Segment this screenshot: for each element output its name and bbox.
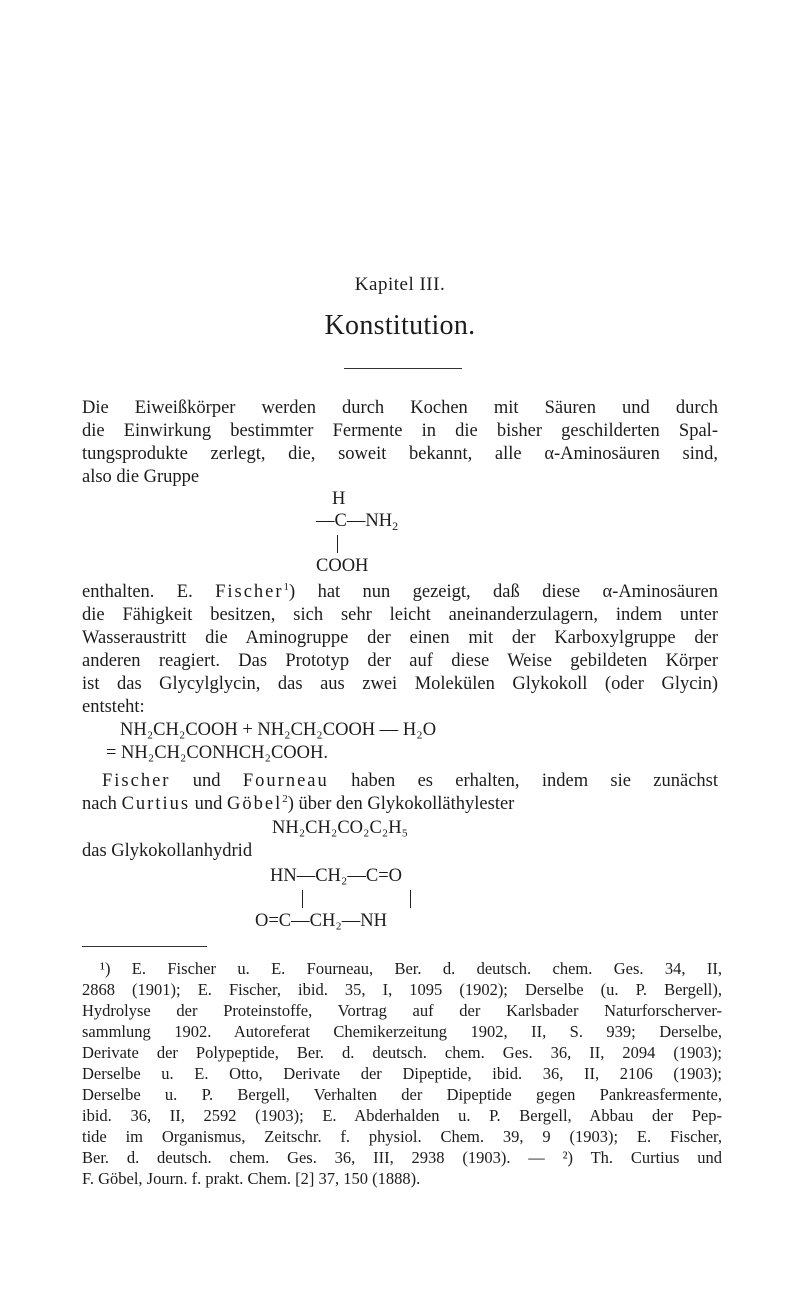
paragraph-2-line-4: anderen reagiert. Das Prototyp der auf diese Weise gebildeten Körper — [82, 651, 718, 671]
formula-group-cooh: COOH — [316, 556, 369, 576]
footnote-line-8: ibid. 36, II, 2592 (1903); E. Abderhalden u. P. Bergell, Abbau der Pep- — [82, 1106, 722, 1125]
paragraph-2-line-1: enthalten. E. Fischer$^1$) hat nun gezeigt, daß diese α-Aminosäuren — [82, 581, 718, 602]
footnote-line-10: Ber. d. deutsch. chem. Ges. 36, III, 2938 (1903). — ²) Th. Curtius und — [82, 1148, 722, 1167]
footnote-line-3: Hydrolyse der Proteinstoffe, Vortrag auf der Karlsbader Naturforscherver- — [82, 1001, 722, 1020]
anhydrid-label: das Glykokollanhydrid — [82, 841, 253, 861]
paragraph-2-line-2: die Fähigkeit besitzen, sich sehr leicht aneinanderzulagern, indem unter — [82, 605, 718, 625]
equation-line-1: NH₂CH₂COOH + NH₂CH₂COOH — H₂O — [120, 720, 437, 740]
paragraph-2-line-3: Wasseraustritt die Aminogruppe der einen mit der Karboxylgruppe der — [82, 628, 718, 648]
page-title: Konstitution. — [324, 310, 476, 341]
footnote-line-11: F. Göbel, Journ. f. prakt. Chem. [2] 37, 150 (1888). — [82, 1169, 421, 1188]
paragraph-3-line-2: nach Curtius und Göbel$^2$) über den Glykokolläthylester — [82, 793, 515, 814]
formula-group-c-nh2: $—C—NH_2$ — [316, 511, 399, 533]
footnote-line-4: sammlung 1902. Autoreferat Chemikerzeitung 1902, II, S. 939; Derselbe, — [82, 1022, 722, 1041]
footnote-divider — [82, 946, 207, 947]
paragraph-1-line-1: Die Eiweißkörper werden durch Kochen mit Säuren und durch — [82, 398, 718, 418]
footnote-line-7: Derselbe u. P. Bergell, Verhalten der Dipeptide gegen Pankreasfermente, — [82, 1085, 722, 1104]
title-divider — [344, 368, 462, 369]
footnote-line-2: 2868 (1901); E. Fischer, ibid. 35, I, 1095 (1902); Derselbe (u. P. Bergell), — [82, 980, 722, 999]
formula-group-h: H — [332, 489, 346, 509]
paragraph-2-line-6: entsteht: — [82, 697, 145, 717]
paragraph-2-line-5: ist das Glycylglycin, das aus zwei Molekülen Glykokoll (oder Glycin) — [82, 674, 718, 694]
ring-formula-bottom: O=C—CH₂—NH — [255, 911, 388, 931]
paragraph-1-line-3: tungsprodukte zerlegt, die, soweit bekannt, alle α-Aminosäuren sind, — [82, 444, 718, 464]
formula-bond-line — [337, 535, 338, 553]
paragraph-1-line-4: also die Gruppe — [82, 467, 200, 487]
footnote-line-6: Derselbe u. E. Otto, Derivate der Dipeptide, ibid. 36, II, 2106 (1903); — [82, 1064, 722, 1083]
footnote-line-5: Derivate der Polypeptide, Ber. d. deutsch. chem. Ges. 36, II, 2094 (1903); — [82, 1043, 722, 1062]
footnote-line-1: ¹) E. Fischer u. E. Fourneau, Ber. d. deutsch. chem. Ges. 34, II, — [100, 959, 722, 978]
equation-line-2: = NH₂CH₂CONHCH₂COOH. — [106, 743, 328, 763]
paragraph-3-line-1: Fischer und Fourneau haben es erhalten, indem sie zunächst — [102, 771, 719, 791]
chapter-label: Kapitel III. — [354, 274, 446, 295]
ring-bond-right — [410, 890, 411, 908]
ring-bond-left — [302, 890, 303, 908]
ring-formula-top: HN—CH₂—C=O — [270, 866, 403, 886]
footnote-line-9: tide im Organismus, Zeitschr. f. physiol. Chem. 39, 9 (1903); E. Fischer, — [82, 1127, 722, 1146]
ester-formula: NH₂CH₂CO₂C₂H₅ — [272, 818, 409, 838]
paragraph-1-line-2: die Einwirkung bestimmter Fermente in die bisher geschilderten Spal- — [82, 421, 718, 441]
